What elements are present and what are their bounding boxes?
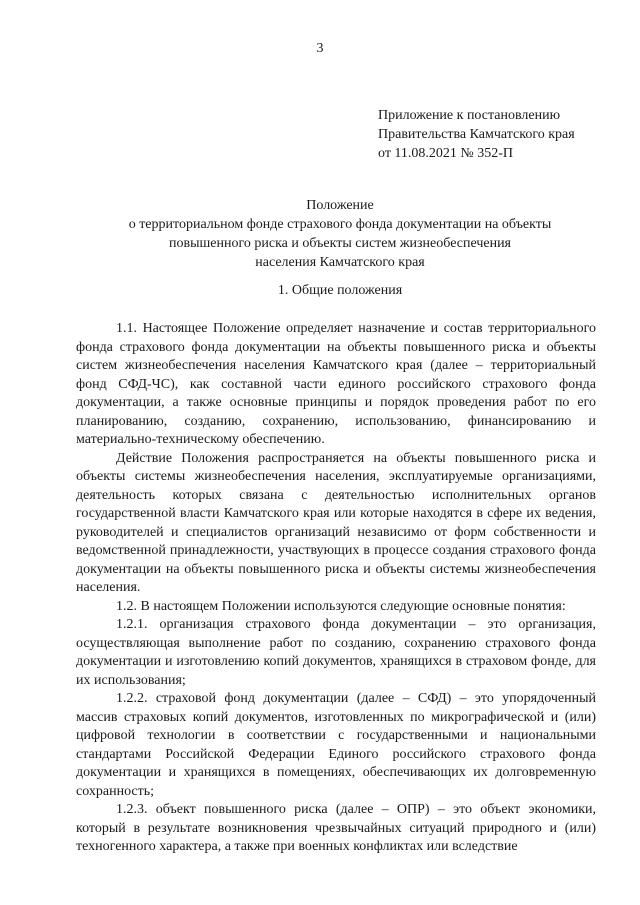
approval-block — [378, 106, 575, 163]
document-title — [60, 196, 620, 272]
body-text — [76, 320, 596, 857]
paragraph: 1.2.2. страховой фонд документации (далее – СФД) – это упорядоченный массив страховых копий документов, изготовленных по микрографической и (или) цифровой технологии в соответствии с государственными и национальными стандартами Российской Федерации Единого российского страхового фонда документации и хранящихся в помещениях, обеспечивающих их долговременную сохранность; — [76, 691, 596, 799]
paragraph: 1.2.1. организация страхового фонда документации – это организация, осуществляющая выполнение работ по созданию, сохранению страхового фонда документации и изготовлению копий документов, хранящихся в страховом фонде, для их использования; — [76, 617, 596, 688]
title-line: населения Камчатского края — [255, 255, 425, 270]
title-line: Положение — [306, 198, 374, 213]
approval-line: Приложение к постановлению — [378, 108, 561, 123]
title-line: повышенного риска и объекты систем жизнеобеспечения — [168, 236, 511, 251]
section-heading: 1. Общие положения — [277, 283, 403, 298]
paragraph: 1.1. Настоящее Положение определяет назначение и состав территориального фонда страхового фонда документации на объекты повышенного риска и объекты систем жизнеобеспечения населения Камчатского края (далее – территориальный фонд СФД-ЧС), как составной части единого российского страхового фонда документации, а также основные принципы и порядок проведения работ по его планированию, созданию, сохранению, использованию, финансированию и материально-техническому обеспечению. — [76, 321, 596, 447]
approval-line: Правительства Камчатского края — [378, 127, 575, 142]
paragraph: Действие Положения распространяется на объекты повышенного риска и объекты системы жизнеобеспечения населения, эксплуатируемые организациями, деятельность которых связана с деятельностью исполнительных органов государственной власти Камчатского края или которые находятся в сфере их ведения, руководителей и специалистов организаций независимо от форм собственности и ведомственной принадлежности, участвующих в процессе создания страхового фонда документации на объекты повышенного риска и объекты системы жизнеобеспечения населения. — [76, 450, 596, 595]
page-number: 3 — [316, 41, 324, 56]
paragraph: 1.2.3. объект повышенного риска (далее – ОПР) – это объект экономики, который в результате возникновения чрезвычайных ситуаций природного и (или) техногенного характера, а также при военных конфликтах или вследствие — [76, 802, 596, 854]
paragraph: 1.2. В настоящем Положении используются следующие основные понятия: — [116, 598, 566, 614]
title-line: о территориальном фонде страхового фонда документации на объекты — [128, 217, 552, 232]
approval-line: от 11.08.2021 № 352-П — [378, 146, 514, 161]
